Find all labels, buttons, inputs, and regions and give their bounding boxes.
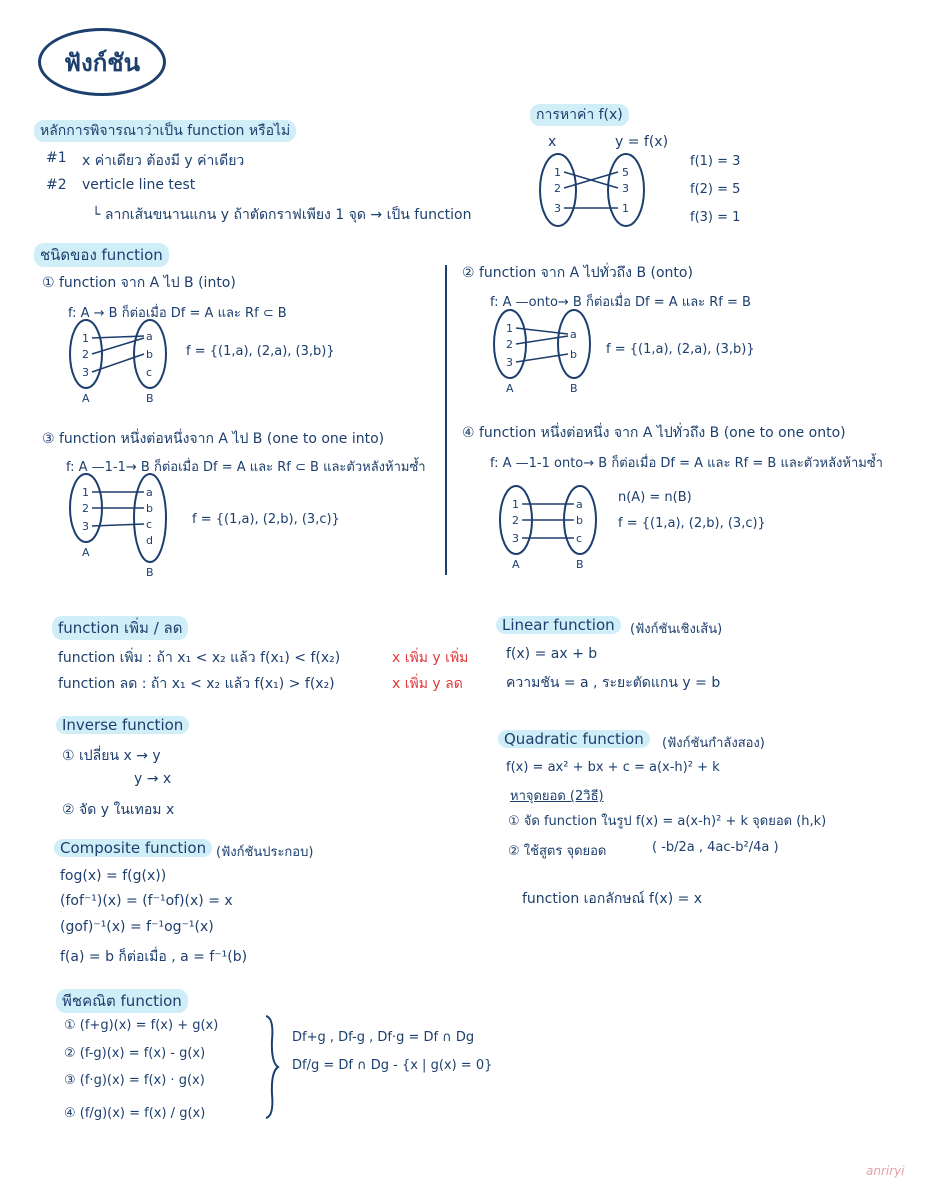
composite-line-4: f(a) = b ก็ต่อเมื่อ , a = f⁻¹(b): [60, 949, 248, 965]
linear-heading: Linear function: [496, 616, 621, 634]
inverse-heading: Inverse function: [56, 716, 189, 734]
one-to-one-onto-mapping-diagram: [496, 484, 606, 572]
composite-line-3: (gof)⁻¹(x) = f⁻¹og⁻¹(x): [60, 919, 214, 935]
algebra-line-1: ① (f+g)(x) = f(x) + g(x): [64, 1018, 219, 1033]
algebra-brace: [262, 1014, 282, 1120]
inverse-step1: ① เปลี่ยน x → y: [62, 748, 161, 764]
onto-set-b: B: [570, 382, 578, 395]
ooi-right-a: a: [146, 486, 153, 499]
quadratic-heading: Quadratic function: [498, 730, 650, 748]
ooi-left-3: 3: [82, 520, 89, 533]
algebra-line-4: ④ (f/g)(x) = f(x) / g(x): [64, 1106, 206, 1121]
into-right-c: c: [146, 366, 153, 379]
monotonic-increasing-note: x เพิ่ม y เพิ่ม: [392, 650, 469, 666]
inverse-step2: ② จัด y ในเทอม x: [62, 802, 175, 818]
inverse-step1b: y → x: [134, 771, 172, 787]
linear-formula: f(x) = ax + b: [506, 646, 598, 662]
linear-detail: ความชัน = a , ระยะตัดแกน y = b: [506, 675, 721, 691]
algebra-domain-1: Df+g , Df-g , Df·g = Df ∩ Dg: [292, 1030, 475, 1045]
onto-left-2: 2: [506, 338, 513, 351]
types-heading: ชนิดของ function: [34, 243, 169, 267]
ooo-left-3: 3: [512, 532, 519, 545]
ooo-right-b: b: [576, 514, 583, 527]
find-right-2: 3: [622, 182, 629, 195]
into-left-3: 3: [82, 366, 89, 379]
monotonic-increasing: function เพิ่ม : ถ้า x₁ < x₂ แล้ว f(x₁) < f(x₂): [58, 650, 341, 666]
onto-set-a: A: [506, 382, 514, 395]
into-right-a: a: [146, 330, 153, 343]
ooi-right-d: d: [146, 534, 153, 547]
into-mapping-diagram: [66, 318, 176, 406]
one-to-one-into-pairs: f = {(1,a), (2,b), (3,c)}: [192, 512, 340, 527]
ooi-left-2: 2: [82, 502, 89, 515]
into-right-b: b: [146, 348, 153, 361]
algebra-heading: พีชคณิต function: [56, 989, 188, 1013]
find-left-2: 2: [554, 182, 561, 195]
quadratic-formula: f(x) = ax² + bx + c = a(x-h)² + k: [506, 760, 720, 775]
one-to-one-into-title: ③ function หนึ่งต่อหนึ่งจาก A ไป B (one to one into): [42, 431, 385, 447]
one-to-one-onto-title: ④ function หนึ่งต่อหนึ่ง จาก A ไปทั่วถึง B (one to one onto): [462, 425, 846, 441]
find-left-3: 3: [554, 202, 561, 215]
find-right-3: 1: [622, 202, 629, 215]
onto-left-1: 1: [506, 322, 513, 335]
into-set-a: A: [82, 392, 90, 405]
onto-title: ② function จาก A ไปทั่วถึง B (onto): [462, 265, 693, 281]
ooo-left-1: 1: [512, 498, 519, 511]
page-title: ฟังก์ชัน: [38, 28, 166, 96]
ooi-set-b: B: [146, 566, 154, 579]
into-pairs: f = {(1,a), (2,a), (3,b)}: [186, 344, 335, 359]
monotonic-decreasing: function ลด : ถ้า x₁ < x₂ แล้ว f(x₁) > f(x₂): [58, 676, 335, 692]
ooi-right-c: c: [146, 518, 153, 531]
algebra-domain-2: Df/g = Df ∩ Dg - {x | g(x) = 0}: [292, 1058, 493, 1073]
linear-subtitle: (ฟังก์ชันเชิงเส้น): [630, 622, 723, 637]
into-title: ① function จาก A ไป B (into): [42, 275, 236, 291]
monotonic-decreasing-note: x เพิ่ม y ลด: [392, 676, 463, 692]
into-left-2: 2: [82, 348, 89, 361]
find-value-mapping-diagram: [536, 150, 656, 230]
algebra-line-3: ③ (f·g)(x) = f(x) · g(x): [64, 1073, 205, 1088]
rule2-text: verticle line test: [82, 177, 196, 193]
find-value-x-label: x: [548, 134, 557, 150]
onto-pairs: f = {(1,a), (2,a), (3,b)}: [606, 342, 755, 357]
ooo-set-a: A: [512, 558, 520, 571]
onto-right-a: a: [570, 328, 577, 341]
principles-heading: หลักการพิจารณาว่าเป็น function หรือไม่: [34, 120, 296, 142]
ooi-left-1: 1: [82, 486, 89, 499]
ooo-right-a: a: [576, 498, 583, 511]
algebra-line-2: ② (f-g)(x) = f(x) - g(x): [64, 1046, 206, 1061]
ooo-right-c: c: [576, 532, 583, 545]
author-signature: anriryi: [866, 1164, 905, 1178]
monotonic-heading: function เพิ่ม / ลด: [52, 616, 188, 640]
quadratic-method2: ② ใช้สูตร จุดยอด: [508, 844, 607, 859]
composite-line-1: fog(x) = f(g(x)): [60, 868, 167, 884]
find-result-2: f(2) = 5: [690, 182, 741, 197]
into-definition: f: A → B ก็ต่อเมื่อ Df = A และ Rf ⊂ B: [68, 306, 287, 321]
find-left-1: 1: [554, 166, 561, 179]
composite-line-2: (fof⁻¹)(x) = (f⁻¹of)(x) = x: [60, 893, 233, 909]
rule1-text: x ค่าเดียว ต้องมี y ค่าเดียว: [82, 153, 245, 169]
quadratic-subtitle: (ฟังก์ชันกำลังสอง): [662, 736, 765, 751]
rule1-number: #1: [46, 150, 67, 166]
quadratic-method1: ① จัด function ในรูป f(x) = a(x-h)² + k จุดยอด (h,k): [508, 814, 827, 829]
find-value-y-label: y = f(x): [615, 134, 669, 150]
composite-heading: Composite function: [54, 839, 212, 857]
one-to-one-into-mapping-diagram: [66, 472, 176, 582]
one-to-one-onto-pairs: f = {(1,a), (2,b), (3,c)}: [618, 516, 766, 531]
rule2-detail: └ ลากเส้นขนานแกน y ถ้าตัดกราฟเพียง 1 จุด → เป็น function: [92, 207, 472, 223]
onto-left-3: 3: [506, 356, 513, 369]
find-result-1: f(1) = 3: [690, 154, 741, 169]
ooi-set-a: A: [82, 546, 90, 559]
quadratic-vertex-formula: ( -b/2a , 4ac-b²/4a ): [652, 840, 779, 855]
ooo-set-b: B: [576, 558, 584, 571]
into-left-1: 1: [82, 332, 89, 345]
composite-subtitle: (ฟังก์ชันประกอบ): [216, 845, 314, 860]
onto-right-b: b: [570, 348, 577, 361]
find-value-heading: การหาค่า f(x): [530, 104, 629, 126]
one-to-one-onto-definition: f: A —1-1 onto→ B ก็ต่อเมื่อ Df = A และ Rf = B และตัวหลังห้ามซ้ำ: [490, 456, 883, 471]
column-divider: [445, 265, 447, 575]
ooo-left-2: 2: [512, 514, 519, 527]
find-right-1: 5: [622, 166, 629, 179]
one-to-one-onto-cardinality: n(A) = n(B): [618, 490, 692, 505]
onto-mapping-diagram: [490, 308, 600, 396]
ooi-right-b: b: [146, 502, 153, 515]
identity-function: function เอกลักษณ์ f(x) = x: [522, 891, 703, 907]
find-result-3: f(3) = 1: [690, 210, 741, 225]
into-set-b: B: [146, 392, 154, 405]
quadratic-vertex-heading: หาจุดยอด (2วิธี): [510, 789, 604, 804]
one-to-one-into-definition: f: A —1-1→ B ก็ต่อเมื่อ Df = A และ Rf ⊂ B และตัวหลังห้ามซ้ำ: [66, 460, 426, 475]
onto-definition: f: A —onto→ B ก็ต่อเมื่อ Df = A และ Rf = B: [490, 295, 751, 310]
rule2-number: #2: [46, 177, 67, 193]
